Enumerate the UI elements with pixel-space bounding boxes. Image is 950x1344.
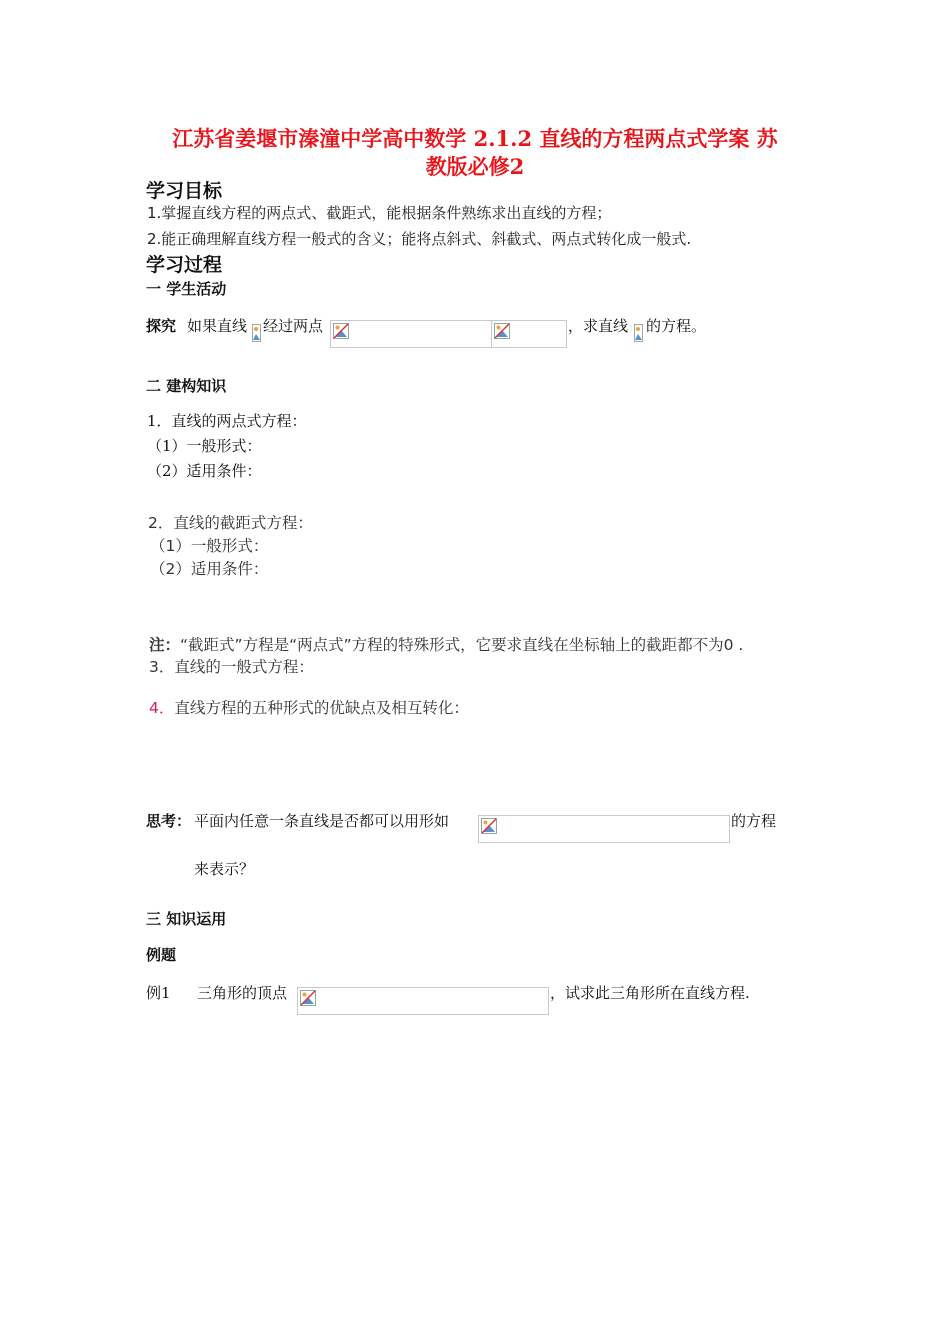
k4-number: 4． [149,699,175,717]
explore-line [146,315,176,336]
think-label [146,810,191,831]
goals-heading: 学习目标 [146,180,223,202]
process-heading: 学习过程 [146,254,223,276]
example1-label: 例1 [146,984,171,1002]
example1-text-b: ，试求此三角形所在直线方程. [550,984,750,1002]
section-build-knowledge: 二 建构知识 [146,377,227,395]
broken-image-icon [481,818,497,834]
formula-image-points-1 [330,320,492,348]
k2-item-1: （1）一般形式： [150,537,269,555]
goal-item-2: 2.能正确理解直线方程一般式的含义；能将点斜式、斜截式、两点式转化成一般式. [147,230,692,248]
k1-item-1: （1）一般形式： [147,437,262,455]
formula-image-general-form [478,815,730,843]
explore-text-d: 的方程。 [646,317,707,335]
explore-text-c: ，求直线 [568,317,629,335]
doc-title-line2: 教版必修2 [425,154,525,179]
broken-image-icon [252,324,261,342]
section-knowledge-use: 三 知识运用 [146,910,227,928]
section-student-activity: 一 学生活动 [146,280,227,298]
broken-image-icon [333,323,349,339]
think-text-c: 来表示？ [194,860,255,878]
explore-text-a: 如果直线 [187,317,248,335]
broken-image-icon [494,323,510,339]
k2-item-2: （2）适用条件： [150,560,269,578]
k4-text: 直线方程的五种形式的优缺点及相互转化： [174,699,469,717]
note-label: 注： [149,636,181,654]
example1-text-a: 三角形的顶点 [197,984,288,1002]
k1-title: 1．直线的两点式方程： [147,412,307,430]
think-text-b: 的方程 [731,812,777,830]
think-text-a: 平面内任意一条直线是否都可以用形如 [194,812,450,830]
explore-label: 探究 [146,317,177,335]
k2-title: 2．直线的截距式方程： [148,514,313,532]
k3-title: 3．直线的一般式方程： [149,658,314,676]
broken-image-icon [300,990,316,1006]
goal-item-1: 1.掌握直线方程的两点式、截距式，能根据条件熟练求出直线的方程； [147,204,612,222]
examples-heading: 例题 [146,946,177,964]
k1-item-2: （2）适用条件： [147,462,262,480]
broken-image-icon [634,324,643,342]
think-label-text: 思考： [146,812,192,830]
note [149,633,743,655]
explore-text-b: 经过两点 [263,317,324,335]
doc-title-line1: 江苏省姜堰市溱潼中学高中数学 2.1.2 直线的方程两点式学案 苏 [172,126,778,151]
note-text: “截距式”方程是“两点式”方程的特殊形式，它要求直线在坐标轴上的截距都不为0 . [180,636,744,654]
k4-line [149,696,469,718]
formula-image-vertices [297,987,549,1015]
